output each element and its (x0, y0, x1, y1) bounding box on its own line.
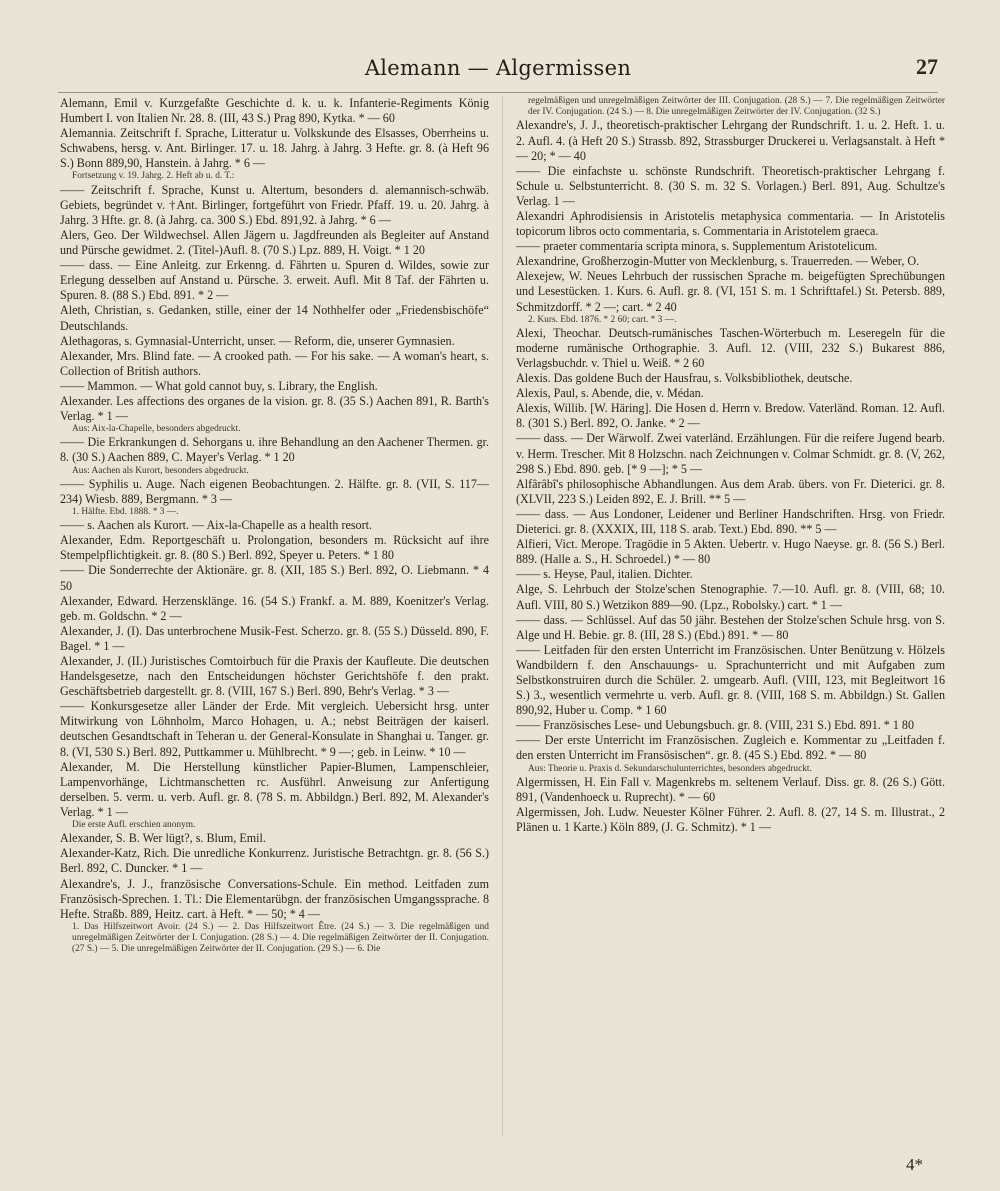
bibliographic-entry: Alfârâbî's philosophische Abhandlungen. Aus dem Arab. übers. von Fr. Dieterici. gr. 8. (XLVII, 223 S.) Leiden 892, E. J. Brill. ** 5 — (516, 476, 945, 506)
right-column (516, 96, 945, 1166)
bibliographic-entry: Alexander. Les affections des organes de la vision. gr. 8. (35 S.) Aachen 891, R. Barth's Verlag. * 1 — (60, 393, 489, 424)
bibliographic-entry: Alexandrine, Großherzogin-Mutter von Mecklenburg, s. Trauerreden. — Weber, O. (516, 254, 920, 269)
entry-note: regelmäßigen und unregelmäßigen Zeitwörter der III. Conjugation. (28 S.) — 7. Die regelmäßigen Zeitwörter der IV. Conjugation. (24 S.) — 8. Die unregelmäßigen Zeitwörter der IV. Conjugation. (32 S.) (528, 96, 945, 118)
bibliographic-entry: Alemannia. Zeitschrift f. Sprache, Litteratur u. Volkskunde des Elsasses, Oberrheins u. Schwabens, hersg. v. Ant. Birlinger. 17. u. 18. Jahrg. à Jahrg. 3 Hefte. gr. 8. (à Heft 96 S.) Bonn 889,90, Hanstein. à Jahrg. * 6 — (60, 126, 489, 171)
bibliographic-entry: Alfieri, Vict. Merope. Tragödie in 5 Akten. Uebertr. v. Hugo Naeyse. gr. 8. (56 S.) Berl. 889. (Halle a. S., H. Schroedel.) * — 80 (516, 537, 945, 567)
bibliographic-entry: Alemann, Emil v. Kurzgefaßte Geschichte d. k. u. k. Infanterie-Regiments König Humbert I. von Italien Nr. 28. 8. (III, 43 S.) Prag 890, Kytka. * — 60 (60, 96, 489, 126)
bibliographic-entry: —— Der erste Unterricht im Französischen. Zugleich e. Kommentar zu „Leitfaden f. den ersten Unterricht im Fransösischen“. gr. 8. (45 S.) Ebd. 892. * — 80 (516, 733, 945, 763)
page-header (58, 50, 938, 90)
bibliographic-entry: Alexander, J. (II.) Juristisches Comtoirbuch für die Praxis der Kaufleute. Die deutschen Handelsgesetze, nach den Entscheidungen höchster Gerichtshöfe f. den prakt. Geschäftsbetrieb dargestellt. gr. 8. (VIII, 167 S.) Berl. 890, Behr's Verlag. * 3 — (60, 654, 489, 699)
entry-note: Aus: Aix-la-Chapelle, besonders abgedruckt. (72, 424, 241, 435)
bibliographic-entry: Alexis. Das goldene Buch der Hausfrau, s. Volksbibliothek, deutsche. (516, 371, 853, 386)
bibliographic-entry: —— Französisches Lese- und Uebungsbuch. gr. 8. (VIII, 231 S.) Ebd. 891. * 1 80 (516, 718, 915, 733)
signature-mark: 4* (906, 1155, 923, 1174)
bibliographic-entry: —— dass. — Schlüssel. Auf das 50 jähr. Bestehen der Stolze'schen Schule hrsg. von S. Alge und H. Bebie. gr. 8. (III, 28 S.) (Ebd.) 891. * — 80 (516, 612, 945, 642)
bibliographic-entry: Alge, S. Lehrbuch der Stolze'schen Stenographie. 7.—10. Aufl. gr. 8. (VIII, 68; 10. Aufl. VIII, 80 S.) Wetzikon 889—90. (Lpz., Robolsky.) cart. * 1 — (516, 582, 945, 612)
column-gutter (502, 96, 503, 1136)
bibliographic-entry: Alexander-Katz, Rich. Die unredliche Konkurrenz. Juristische Betrachtgn. gr. 8. (56 S.) Berl. 892, C. Duncker. * 1 — (60, 846, 489, 876)
bibliographic-entry: —— praeter commentaria scripta minora, s. Supplementum Aristotelicum. (516, 239, 878, 254)
bibliographic-entry: —— Die einfachste u. schönste Rundschrift. Theoretisch-praktischer Lehrgang f. Schule u. Selbstunterricht. 8. (30 S. m. 32 S. Vorlagen.) Berl. 891, Aug. Schultze's Verlag. 1 — (516, 163, 945, 208)
left-column (60, 96, 489, 1166)
bibliographic-entry: —— Zeitschrift f. Sprache, Kunst u. Altertum, besonders d. alemannisch-schwäb. Gebiets, begründet v. †Ant. Birlinger, fortgeführt von Friedr. Pfaff. 19. u. 20. Jahrg. à Jahrg. 3 Hfte. gr. 8. (à Jahrg. ca. 300 S.) Ebd. 891,92. à Jahrg. * 6 — (60, 182, 489, 227)
bibliographic-entry: Alexandri Aphrodisiensis in Aristotelis metaphysica commentaria. — In Aristotelis topicorum libros octo commentaria, s. Commentaria in Aristotelem graeca. (516, 208, 945, 239)
entry-note: 2. Kurs. Ebd. 1876. * 2 60; cart. * 3 —. (528, 314, 677, 325)
bibliographic-entry: —— Syphilis u. Auge. Nach eigenen Beobachtungen. 2. Hälfte. gr. 8. (VII, S. 117—234) Wiesb. 889, Bergmann. * 3 — (60, 476, 489, 506)
bibliographic-entry: Aleth, Christian, s. Gedanken, stille, einer der 14 Nothhelfer oder „Friedensbischöfe“ Deutschlands. (60, 303, 489, 333)
entry-note: 1. Hälfte. Ebd. 1888. * 3 —. (72, 506, 179, 517)
entry-note: Aus: Aachen als Kurort, besonders abgedruckt. (72, 465, 249, 476)
running-title: Alemann — Algermissen (364, 56, 632, 80)
bibliographic-entry: Algermissen, H. Ein Fall v. Magenkrebs m. seltenem Verlauf. Diss. gr. 8. (26 S.) Gött. 891, (Vandenhoeck u. Ruprecht). * — 60 (516, 774, 945, 804)
bibliographic-entry: —— s. Heyse, Paul, italien. Dichter. (516, 567, 693, 582)
bibliographic-entry: —— s. Aachen als Kurort. — Aix-la-Chapelle as a health resort. (60, 518, 372, 533)
page-number: 27 (916, 54, 938, 79)
bibliographic-entry: Algermissen, Joh. Ludw. Neuester Kölner Führer. 2. Aufl. 8. (27, 14 S. m. Illustrat., 2 Plänen u. 1 Karte.) Köln 889, (J. G. Schmitz). * 1 — (516, 804, 945, 835)
bibliographic-entry: Alexejew, W. Neues Lehrbuch der russischen Sprache m. beigefügten Sprechübungen und Lesestücken. 1. Kurs. 6. Aufl. gr. 8. (VI, 151 S. m. 1 Schrifttafel.) St. Petersb. 889, Schmitzdorff. * 2 —; cart. * 2 40 (516, 269, 945, 314)
bibliographic-entry: Alexi, Theochar. Deutsch-rumänisches Taschen-Wörterbuch m. Leseregeln für die moderne rumänische Orthographie. 3. Aufl. 12. (VIII, 232 S.) Bukarest 886, Verlagsbuchdr. v. Thiel u. Weiß. * 2 60 (516, 325, 945, 371)
entry-note: 1. Das Hilfszeitwort Avoir. (24 S.) — 2. Das Hilfszeitwort Être. (24 S.) — 3. Die regelmäßigen und unregelmäßigen Zeitwörter der I. Conjugation. (28 S.) — 4. Die regelmäßigen Zeitwörter der II. Conjugation. (27 S.) — 5. Die unregelmäßigen Zeitwörter der II. Conjugation. (29 S.) — 6. Die (72, 921, 489, 955)
entry-note: Aus: Theorie u. Praxis d. Sekundarschulunterrichtes, besonders abgedruckt. (528, 763, 812, 774)
bibliographic-entry: —— dass. — Aus Londoner, Leidener und Berliner Handschriften. Hrsg. von Friedr. Dieterici. gr. 8. (XXXIX, III, 118 S. arab. Text.) Ebd. 890. ** 5 — (516, 506, 945, 537)
bibliographic-entry: Alexandre's, J. J., theoretisch-praktischer Lehrgang der Rundschrift. 1. u. 2. Heft. 1. u. 2. Aufl. 4. (à Heft 20 S.) Strassb. 892, Strassburger Druckerei u. Verlagsanstalt. à Heft * — 20; * — 40 (516, 118, 945, 163)
bibliographic-entry: Alexander, J. (I). Das unterbrochene Musik-Fest. Scherzo. gr. 8. (55 S.) Düsseld. 890, F. Bagel. * 1 — (60, 623, 489, 653)
bibliographic-entry: —— Leitfaden für den ersten Unterricht im Französischen. Unter Benützung v. Hölzels Wandbildern f. den Anschauungs- u. Sprachunterricht und mit Aufgaben zum Selbstkonstruiren durch die Schüler. 2. umgearb. Aufl. (VIII, 123, mit Begleitwort 16 S.) 3., wesentlich vermehrte u. verb. Aufl. gr. 8. (VIII, 168 S. m. Abbildgn.) St. Gallen 890,92, Huber u. Comp. * 1 60 (516, 642, 945, 718)
bibliographic-entry: Alexis, Paul, s. Abende, die, v. Médan. (516, 386, 704, 401)
bibliographic-entry: —— dass. — Der Wärwolf. Zwei vaterländ. Erzählungen. Für die reifere Jugend bearb. v. Herm. Trescher. Mit 8 Holzschn. nach Zeichnungen v. Colmar Schmidt. gr. 8. (V, 262, 298 S.) Ebd. 890. geb. [* 9 —]; * 5 — (516, 431, 945, 476)
bibliographic-entry: —— Die Erkrankungen d. Sehorgans u. ihre Behandlung an den Aachener Thermen. gr. 8. (30 S.) Aachen 889, C. Mayer's Verlag. * 1 20 (60, 435, 489, 465)
bibliographic-entry: —— Mammon. — What gold cannot buy, s. Library, the English. (60, 378, 378, 393)
bibliographic-entry: Alexander, Mrs. Blind fate. — A crooked path. — For his sake. — A woman's heart, s. Collection of British authors. (60, 348, 489, 378)
bibliographic-entry: Alexander, M. Die Herstellung künstlicher Papier-Blumen, Lampenschleier, Lampenvorhänge, Lichtmanschetten rc. Ausführl. Anweisung zur Anfertigung derselben. 5. verm. u. verb. Aufl. gr. 8. (78 S. m. Abbildgn.) Berl. 892, M. Alexander's Verlag. * 1 — (60, 759, 489, 819)
entry-note: Fortsetzung v. 19. Jahrg. 2. Heft ab u. d. T.: (72, 171, 235, 182)
entry-note: Die erste Aufl. erschien anonym. (72, 820, 196, 831)
bibliographic-entry: Alexander, Edm. Reportgeschäft u. Prolongation, besonders m. Rücksicht auf ihre Stempelpflichtigkeit. gr. 8. (80 S.) Berl. 892, Speyer u. Peters. * 1 80 (60, 533, 489, 563)
bibliographic-entry: —— Die Sonderrechte der Aktionäre. gr. 8. (XII, 185 S.) Berl. 892, O. Liebmann. * 4 50 (60, 563, 489, 593)
bibliographic-entry: Alethagoras, s. Gymnasial-Unterricht, unser. — Reform, die, unserer Gymnasien. (60, 333, 455, 348)
bibliographic-entry: Alexander, S. B. Wer lügt?, s. Blum, Emil. (60, 831, 266, 846)
bibliographic-entry: Alexis, Willib. [W. Häring]. Die Hosen d. Herrn v. Bredow. Vaterländ. Roman. 12. Aufl. 8. (301 S.) Berl. 892, O. Janke. * 2 — (516, 401, 945, 431)
bibliographic-entry: Alexandre's, J. J., französische Conversations-Schule. Ein method. Leitfaden zum Französisch-Sprechen. 1. Tl.: Die Elementarübgn. der französischen Umgangssprache. 8 Hefte. Straßb. 889, Heitz. cart. à Heft. * — 50; * 4 — (60, 876, 489, 921)
header-rule (58, 92, 938, 93)
bibliographic-entry: —— Konkursgesetze aller Länder der Erde. Mit vergleich. Uebersicht hrsg. unter Mitwirkung von Löhnholm, Marco Hohagen, u. A.; nebst Beiträgen der kaiserl. deutschen Gesandtschaft in Teheran u. der General-Konsulate in Shanghai u. Tanger. gr. 8. (VI, 530 S.) Berl. 892, Puttkammer u. Mühlbrecht. * 9 —; geb. in Leinw. * 10 — (60, 699, 489, 759)
bibliographic-entry: —— dass. — Eine Anleitg. zur Erkenng. d. Fährten u. Spuren d. Wildes, sowie zur Erlegung desselben auf Anstand u. Pürsche. 3. erweit. Aufl. Mit 8 Taf. der Fährten u. Spuren. 8. (88 S.) Ebd. 891. * 2 — (60, 258, 489, 303)
bibliographic-entry: Alers, Geo. Der Wildwechsel. Allen Jägern u. Jagdfreunden als Begleiter auf Anstand und Pürsche gewidmet. 2. (Titel-)Aufl. 8. (70 S.) Lpz. 889, H. Voigt. * 1 20 (60, 227, 489, 258)
bibliographic-entry: Alexander, Edward. Herzensklänge. 16. (54 S.) Frankf. a. M. 889, Koenitzer's Verlag. geb. m. Goldschn. * 2 — (60, 593, 489, 623)
